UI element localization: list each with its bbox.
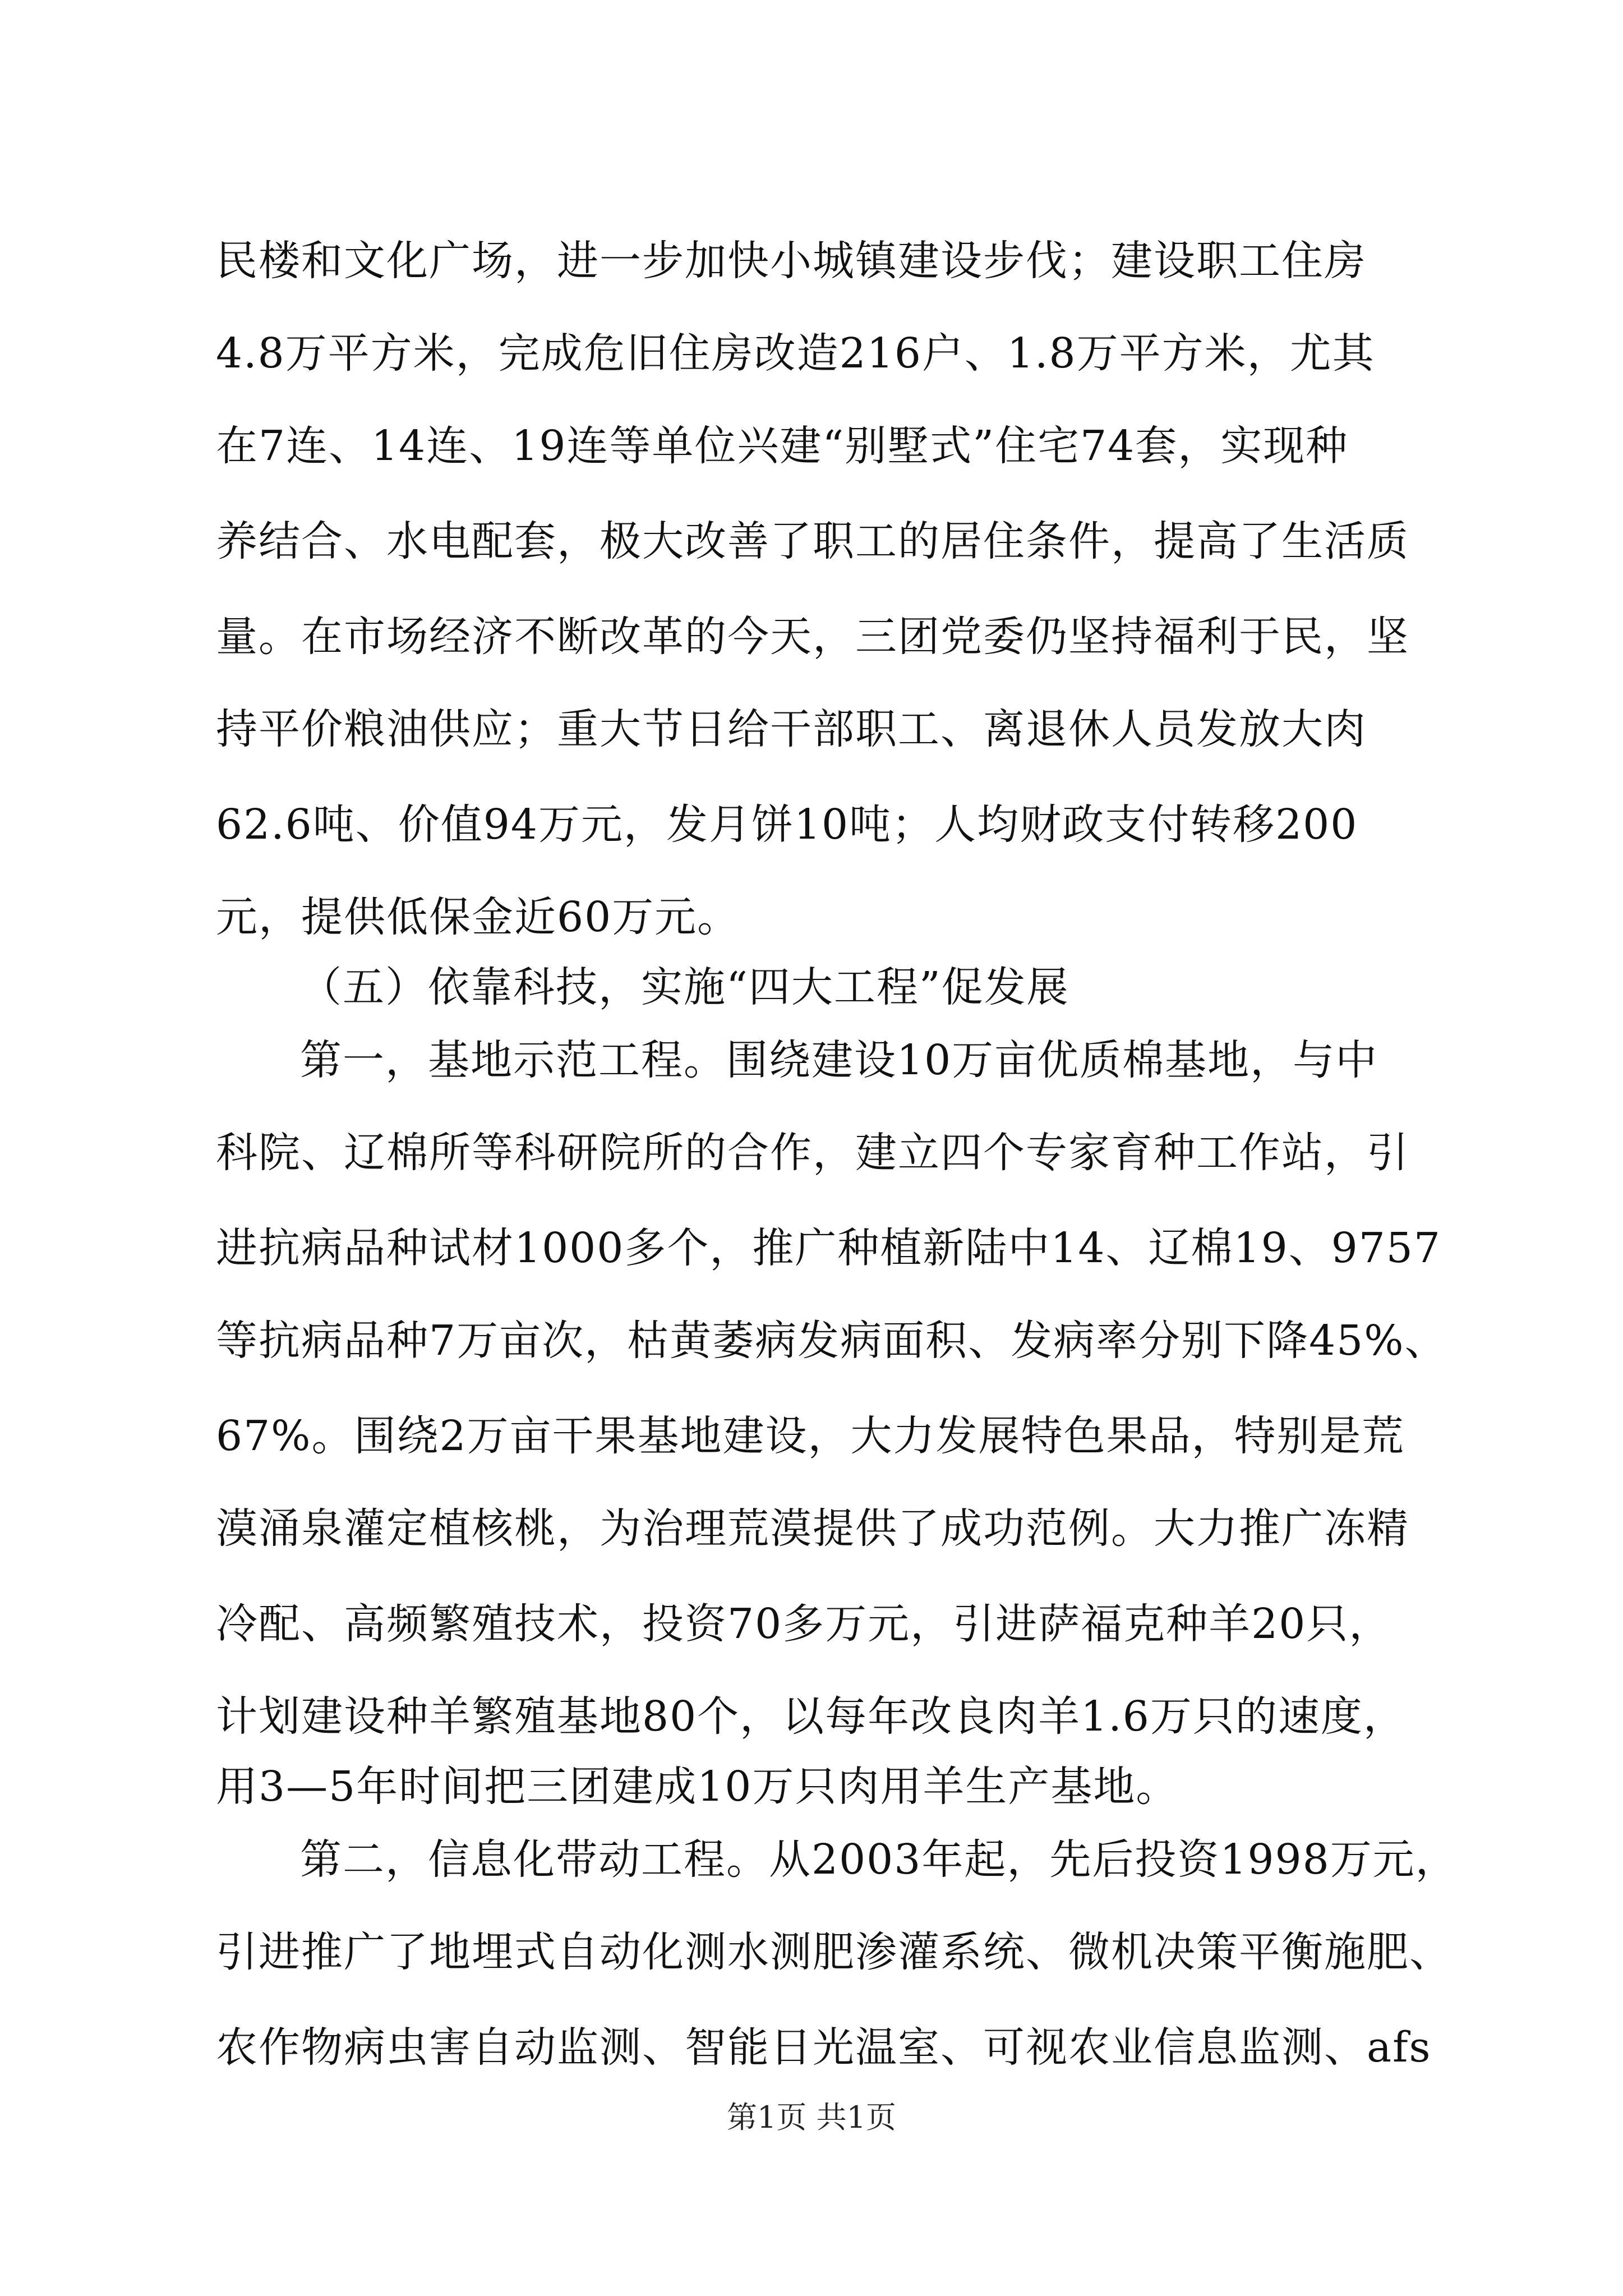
text-line: 民楼和文化广场，进一步加快小城镇建设步伐；建设职工住房 — [216, 237, 1367, 285]
text-line: 元，提供低保金近60万元。 — [216, 893, 740, 941]
text-line: 第一，基地示范工程。围绕建设10万亩优质棉基地，与中 — [300, 1036, 1378, 1084]
text-line: 62.6吨、价值94万元，发月饼10吨；人均财政支付转移200 — [216, 800, 1358, 849]
text-line: 引进推广了地埋式自动化测水测肥渗灌系统、微机决策平衡施肥、 — [216, 1928, 1452, 1976]
text-line: 漠涌泉灌定植核桃，为治理荒漠提供了成功范例。大力推广冻精 — [216, 1504, 1409, 1553]
text-line: 第二，信息化带动工程。从2003年起，先后投资1998万元， — [300, 1835, 1458, 1884]
text-line: 计划建设种羊繁殖基地80个，以每年改良肉羊1.6万只的速度， — [216, 1692, 1406, 1741]
page-footer: 第1页 共1页 — [727, 2100, 896, 2135]
text-line: 农作物病虫害自动监测、智能日光温室、可视农业信息监测、afs — [216, 2023, 1432, 2072]
text-line: 持平价粮油供应；重大节日给干部职工、离退休人员发放大肉 — [216, 705, 1367, 753]
text-line: 冷配、高频繁殖技术，投资70多万元，引进萨福克种羊20只， — [216, 1600, 1392, 1648]
text-line: 在7连、14连、19连等单位兴建“别墅式”住宅74套，实现种 — [216, 422, 1349, 470]
text-line: 量。在市场经济不断改革的今天，三团党委仍坚持福利于民，坚 — [216, 613, 1409, 661]
text-line: 等抗病品种7万亩次，枯黄萎病发病面积、发病率分别下降45%、 — [216, 1317, 1447, 1365]
text-line: 养结合、水电配套，极大改善了职工的居住条件，提高了生活质 — [216, 517, 1409, 565]
text-line: 4.8万平方米，完成危旧住房改造216户、1.8万平方米，尤其 — [216, 329, 1375, 378]
text-line: 用3—5年时间把三团建成10万只肉用羊生产基地。 — [216, 1763, 1179, 1811]
section-heading: （五）依靠科技，实施“四大工程”促发展 — [300, 963, 1069, 1011]
text-line: 进抗病品种试材1000多个，推广种植新陆中14、辽棉19、9757 — [216, 1224, 1441, 1272]
text-line: 67%。围绕2万亩干果基地建设，大力发展特色果品，特别是荒 — [216, 1412, 1405, 1460]
text-line: 科院、辽棉所等科研院所的合作，建立四个专家育种工作站，引 — [216, 1129, 1409, 1177]
